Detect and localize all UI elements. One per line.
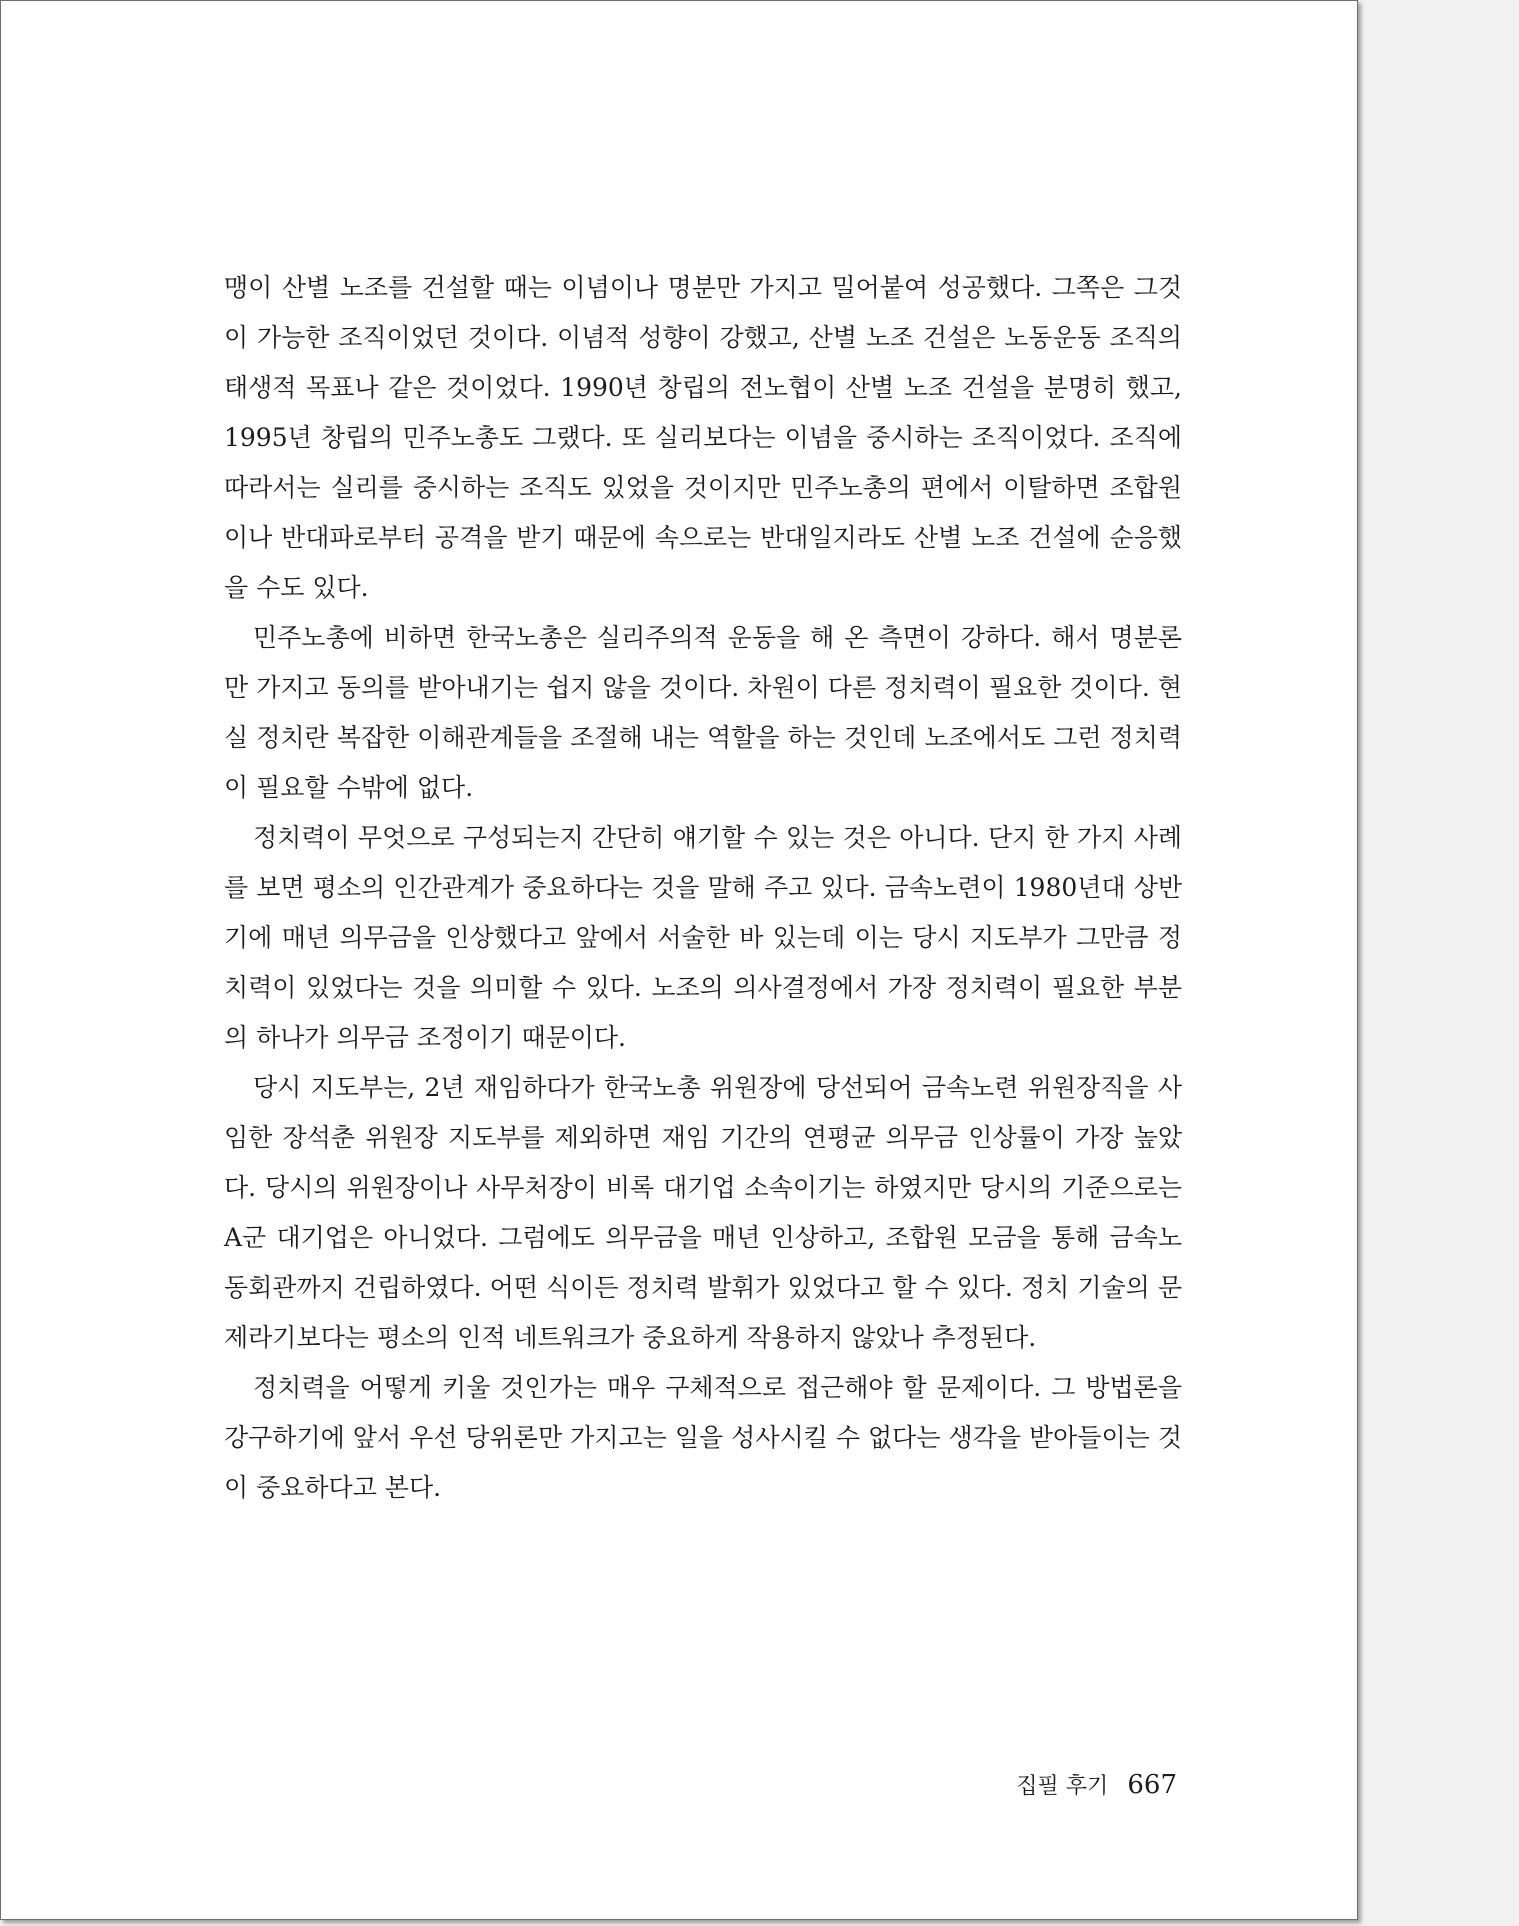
paragraph-3: 정치력이 무엇으로 구성되는지 간단히 얘기할 수 있는 것은 아니다. 단지 한 가지 사례를 보면 평소의 인간관계가 중요하다는 것을 말해 주고 있다. 금속노련이 1980년대 상반기에 매년 의무금을 인상했다고 앞에서 서술한 바 있는데 이는 당시 지도부가 그만큼 정치력이 있었다는 것을 의미할 수 있다. 노조의 의사결정에서 가장 정치력이 필요한 부분의 하나가 의무금 조정이기 때문이다. (224, 823, 1182, 1052)
paragraph-2: 민주노총에 비하면 한국노총은 실리주의적 운동을 해 온 측면이 강하다. 해서 명분론만 가지고 동의를 받아내기는 쉽지 않을 것이다. 차원이 다른 정치력이 필요한 것이다. 현실 정치란 복잡한 이해관계들을 조절해 내는 역할을 하는 것인데 노조에서도 그런 정치력이 필요할 수밖에 없다. (224, 623, 1182, 802)
page-number: 667 (1127, 1770, 1177, 1800)
page-footer (1016, 1769, 1177, 1800)
paragraph-5: 정치력을 어떻게 키울 것인가는 매우 구체적으로 접근해야 할 문제이다. 그 방법론을 강구하기에 앞서 우선 당위론만 가지고는 일을 성사시킬 수 없다는 생각을 받아들이는 것이 중요하다고 본다. (224, 1373, 1182, 1502)
running-footer-title: 집필 후기 (1016, 1774, 1109, 1799)
paragraph-4: 당시 지도부는, 2년 재임하다가 한국노총 위원장에 당선되어 금속노련 위원장직을 사임한 장석춘 위원장 지도부를 제외하면 재임 기간의 연평균 의무금 인상률이 가장 높았다. 당시의 위원장이나 사무처장이 비록 대기업 소속이기는 하였지만 당시의 기준으로는 A군 대기업은 아니었다. 그럼에도 의무금을 매년 인상하고, 조합원 모금을 통해 금속노동회관까지 건립하였다. 어떤 식이든 정치력 발휘가 있었다고 할 수 있다. 정치 기술의 문제라기보다는 평소의 인적 네트워크가 중요하게 작용하지 않았나 추정된다. (224, 1073, 1182, 1352)
body-text (224, 263, 1182, 1513)
paragraph-1: 맹이 산별 노조를 건설할 때는 이념이나 명분만 가지고 밀어붙여 성공했다. 그쪽은 그것이 가능한 조직이었던 것이다. 이념적 성향이 강했고, 산별 노조 건설은 노동운동 조직의 태생적 목표나 같은 것이었다. 1990년 창립의 전노협이 산별 노조 건설을 분명히 했고, 1995년 창립의 민주노총도 그랬다. 또 실리보다는 이념을 중시하는 조직이었다. 조직에 따라서는 실리를 중시하는 조직도 있었을 것이지만 민주노총의 편에서 이탈하면 조합원이나 반대파로부터 공격을 받기 때문에 속으로는 반대일지라도 산별 노조 건설에 순응했을 수도 있다. (224, 273, 1182, 602)
